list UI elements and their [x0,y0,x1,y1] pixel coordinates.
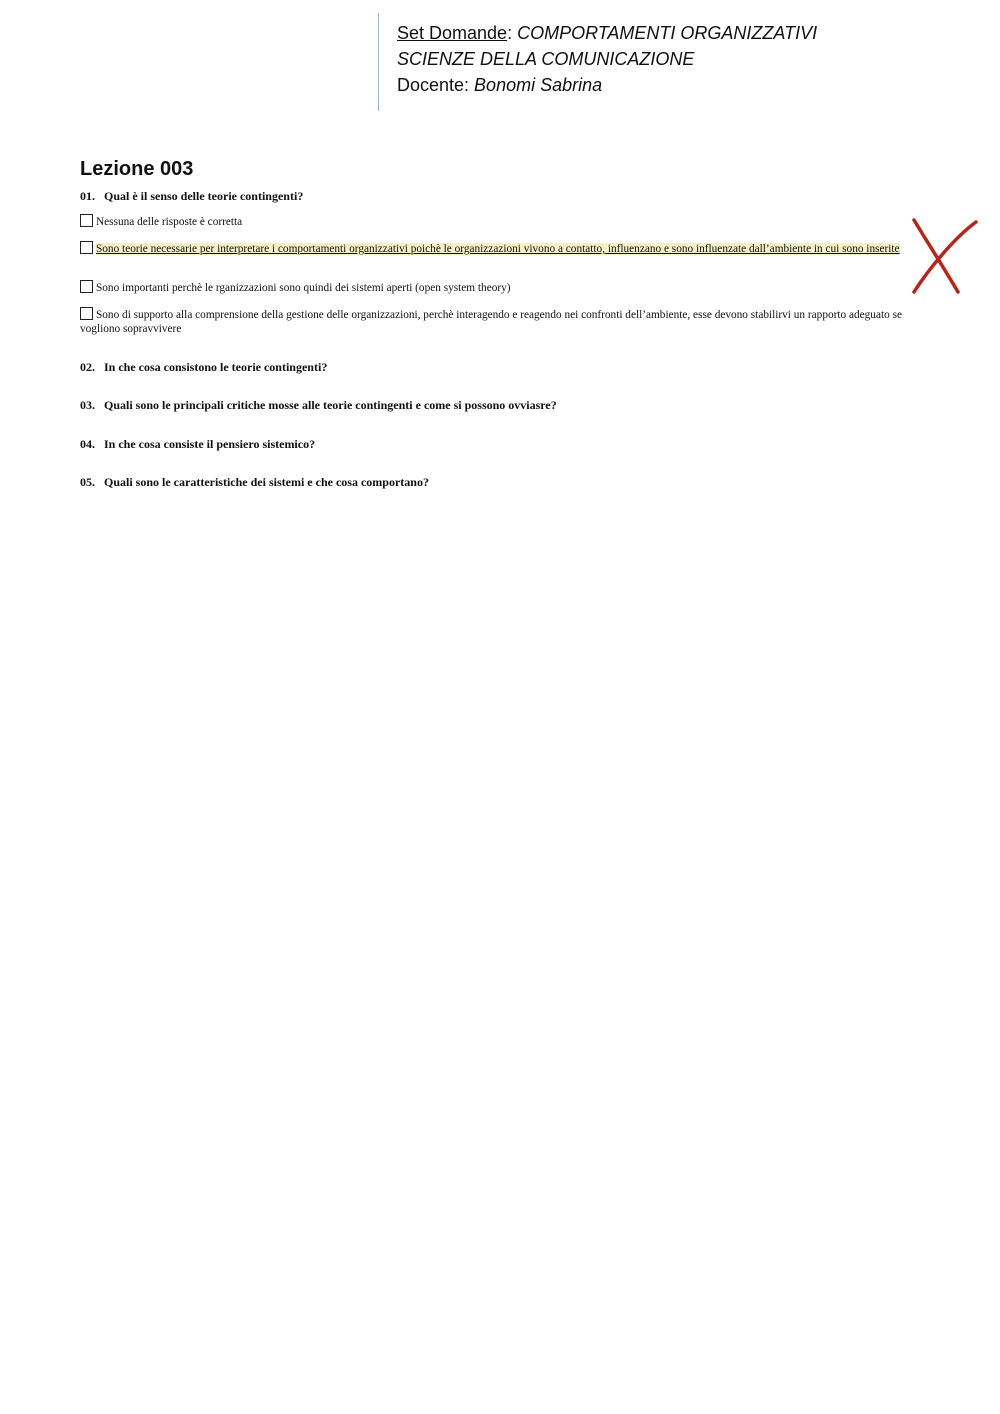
question-number: 04. [80,437,95,451]
set-label: Set Domande [397,23,508,43]
question-number: 01. [80,189,95,203]
answer-text: Sono di supporto alla comprensione della gestione delle organizzazioni, perchè interagendo e reagendo nei confronti dell’ambiente, esse devono stabilirvi un rapporto adeguato se vogliono sopravvivere [80,309,902,335]
question-text: Quali sono le caratteristiche dei sistemi e che cosa comportano? [104,475,429,489]
set-separator: : [507,23,518,43]
header-course-line [397,20,817,46]
faculty-name: SCIENZE DELLA COMUNICAZIONE [397,49,695,69]
question-text: Qual è il senso delle teorie contingenti? [104,189,304,203]
question-text: In che cosa consiste il pensiero sistemico? [104,437,316,451]
teacher-name: Bonomi Sabrina [474,75,603,95]
answer-option-2 [80,241,910,256]
question-number: 05. [80,475,95,489]
header-teacher-line [397,72,817,98]
answer-option-4 [80,307,910,336]
question-04 [80,437,315,451]
document-header [397,20,817,98]
question-text: In che cosa consistono le teorie contingenti? [104,360,328,374]
empty-checkbox-icon[interactable] [80,280,93,293]
empty-checkbox-icon[interactable] [80,307,93,320]
question-text: Quali sono le principali critiche mosse alle teorie contingenti e come si possono ovviasre? [104,398,557,412]
question-01 [80,189,303,203]
course-name: COMPORTAMENTI ORGANIZZATIVI [517,23,818,43]
empty-checkbox-icon[interactable] [80,214,93,227]
teacher-label: Docente: [397,75,475,95]
empty-checkbox-icon[interactable] [80,241,93,254]
question-number: 02. [80,360,95,374]
question-number: 03. [80,398,95,412]
answer-option-3 [80,280,910,295]
question-02 [80,360,327,374]
answer-text: Sono importanti perchè le rganizzazioni sono quindi dei sistemi aperti (open system theory) [96,282,511,294]
highlighted-answer-text: Sono teorie necessarie per interpretare i comportamenti organizzativi poichè le organizzazioni vivono a contatto, influenzano e sono influenzate dall’ambiente in cui sono inserite [96,243,900,255]
red-x-mark-icon [906,212,982,298]
answer-text: Nessuna delle risposte è corretta [96,216,243,228]
header-divider [378,13,379,111]
answer-option-1 [80,214,910,229]
lesson-title: Lezione 003 [80,158,194,180]
question-03 [80,398,557,412]
question-05 [80,475,429,489]
